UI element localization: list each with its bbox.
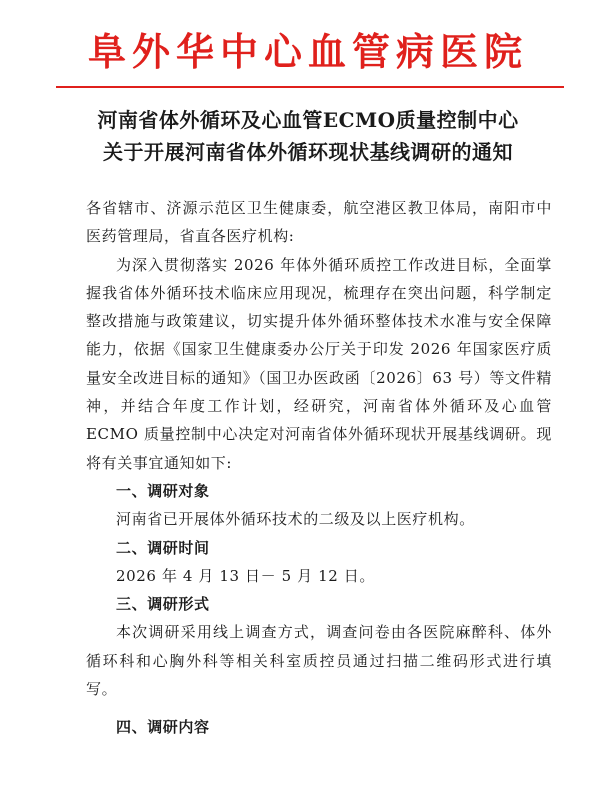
section-text-form: 本次调研采用线上调查方式，调查问卷由各医院麻醉科、体外循环科和心胸外科等相关科室质控员通过扫描二维码形式进行填写。 <box>86 623 552 699</box>
section-heading-time: 二、调研时间 <box>116 538 210 557</box>
document-body <box>86 194 552 742</box>
section-gap <box>86 703 552 713</box>
section-heading-content: 四、调研内容 <box>116 718 210 737</box>
title-line-1: 河南省体外循环及心血管ECMO质量控制中心 <box>97 108 519 132</box>
title-line-2: 关于开展河南省体外循环现状基线调研的通知 <box>103 140 513 164</box>
section-heading-target: 一、调研对象 <box>116 481 210 500</box>
addressee: 各省辖市、济源示范区卫生健康委，航空港区教卫体局，南阳市中医药管理局，省直各医疗机构: <box>86 199 552 246</box>
red-divider-line <box>56 86 564 88</box>
section-text-target: 河南省已开展体外循环技术的二级及以上医疗机构。 <box>116 510 475 529</box>
section-heading-form: 三、调研形式 <box>116 595 210 614</box>
section-text-time: 2026 年 4 月 13 日－ 5 月 12 日。 <box>116 566 375 585</box>
hospital-masthead: 阜外华中心血管病医院 <box>87 30 528 74</box>
intro-paragraph: 为深入贯彻落实 2026 年体外循环质控工作改进目标，全面掌握我省体外循环技术临床应用现况，梳理存在突出问题，科学制定整改措施与政策建议，切实提升体外循环整体技术水准与安全保障能力，依据《国家卫生健康委办公厅关于印发 2026 年国家医疗质量安全改进目标的通知》（国卫办医政函〔2026〕63 号）等文件精神，并结合年度工作计划，经研究，河南省体外循环及心血管 ECMO 质量控制中心决定对河南省体外循环现状开展基线调研。现将有关事宜通知如下: <box>86 255 552 472</box>
document-title <box>40 104 576 168</box>
